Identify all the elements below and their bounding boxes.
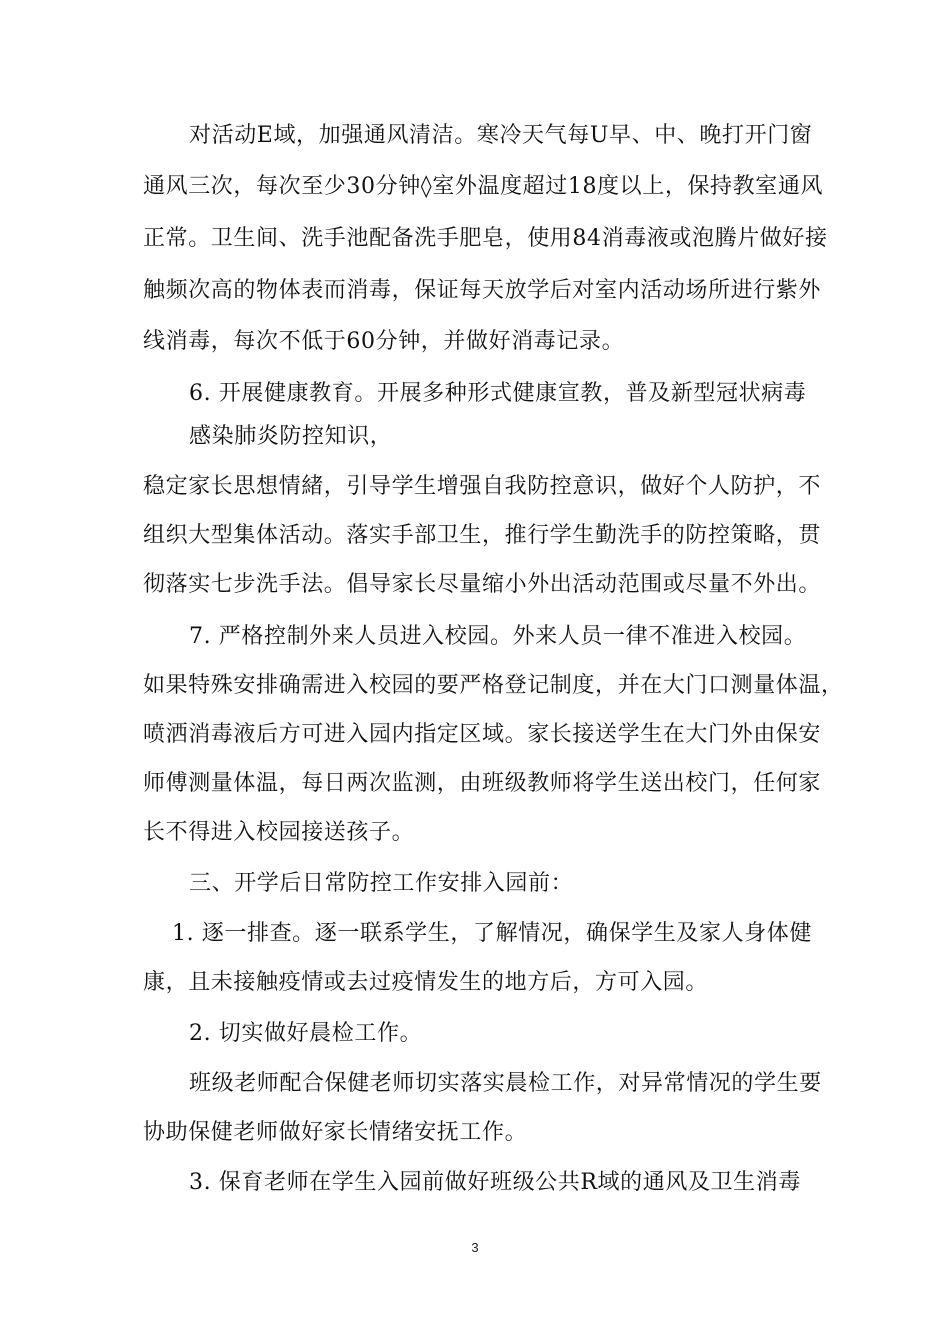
text-line: 喷洒消毒液后方可进入园内指定区域。家长接送学生在大门外由保安 [143,722,822,747]
text-line: 通风三次，每次至少30分钟◊室外温度超过18度以上，保持教室通风 [143,174,824,199]
text-line: 7. 严格控制外来人员进入校园。外来人员一律不准进入校园。 [189,624,807,649]
text-line: 6. 开展健康教育。开展多种形式健康宣教，普及新型冠状病毒 [189,381,807,406]
text-line: 正常。卫生间、洗手池配备洗手肥皂，使用84消毒液或泡腾片做好接 [143,226,828,251]
text-line: 触频次高的物体表而消毒，保证每天放学后对室内活动场所进行紫外 [143,278,822,303]
text-line: 协助保健老师做好家长情绪安抚工作。 [143,1120,528,1145]
page-number: 3 [471,1240,479,1255]
text-line: 长不得进入校园接送孩子。 [143,820,415,845]
text-line: 班级老师配合保健老师切实落实晨检工作，对异常情况的学生要 [189,1071,822,1096]
text-line: 线消毒，每次不低于60分钟，并做好消毒记录。 [143,329,625,354]
text-line: 2. 切实做好晨检工作。 [189,1021,423,1046]
text-line: 康，且未接触疫情或去过疫情发生的地方后，方可入园。 [143,970,709,995]
text-line: 组织大型集体活动。落实手部卫生，推行学生勤洗手的防控策略，贯 [143,523,822,548]
text-line: 彻落实七步洗手法。倡导家长尽量缩小外出活动范围或尽量不外出。 [143,572,822,597]
text-line: 对活动E域，加强通风清洁。寒冷天气每U早、中、晚打开门窗 [189,123,813,148]
text-line: 3. 保育老师在学生入园前做好班级公共R域的通风及卫生消毒 [189,1170,801,1195]
text-line: 1. 逐一排查。逐一联系学生，了解情况，确保学生及家人身体健 [172,921,812,946]
text-line: 感染肺炎防控知识， [189,424,393,449]
text-line: 稳定家长思想情緒，引导学生增强自我防控意识，做好个人防护，不 [143,474,822,499]
text-line: 师傅测量体温，每日两次监测，由班级教师将学生送出校门，任何家 [143,771,822,796]
text-line: 如果特殊安排确需进入校园的要严格登记制度，并在大门口测量体温， [143,673,844,698]
section-heading: 三、开学后日常防控工作安排入园前： [189,871,574,896]
